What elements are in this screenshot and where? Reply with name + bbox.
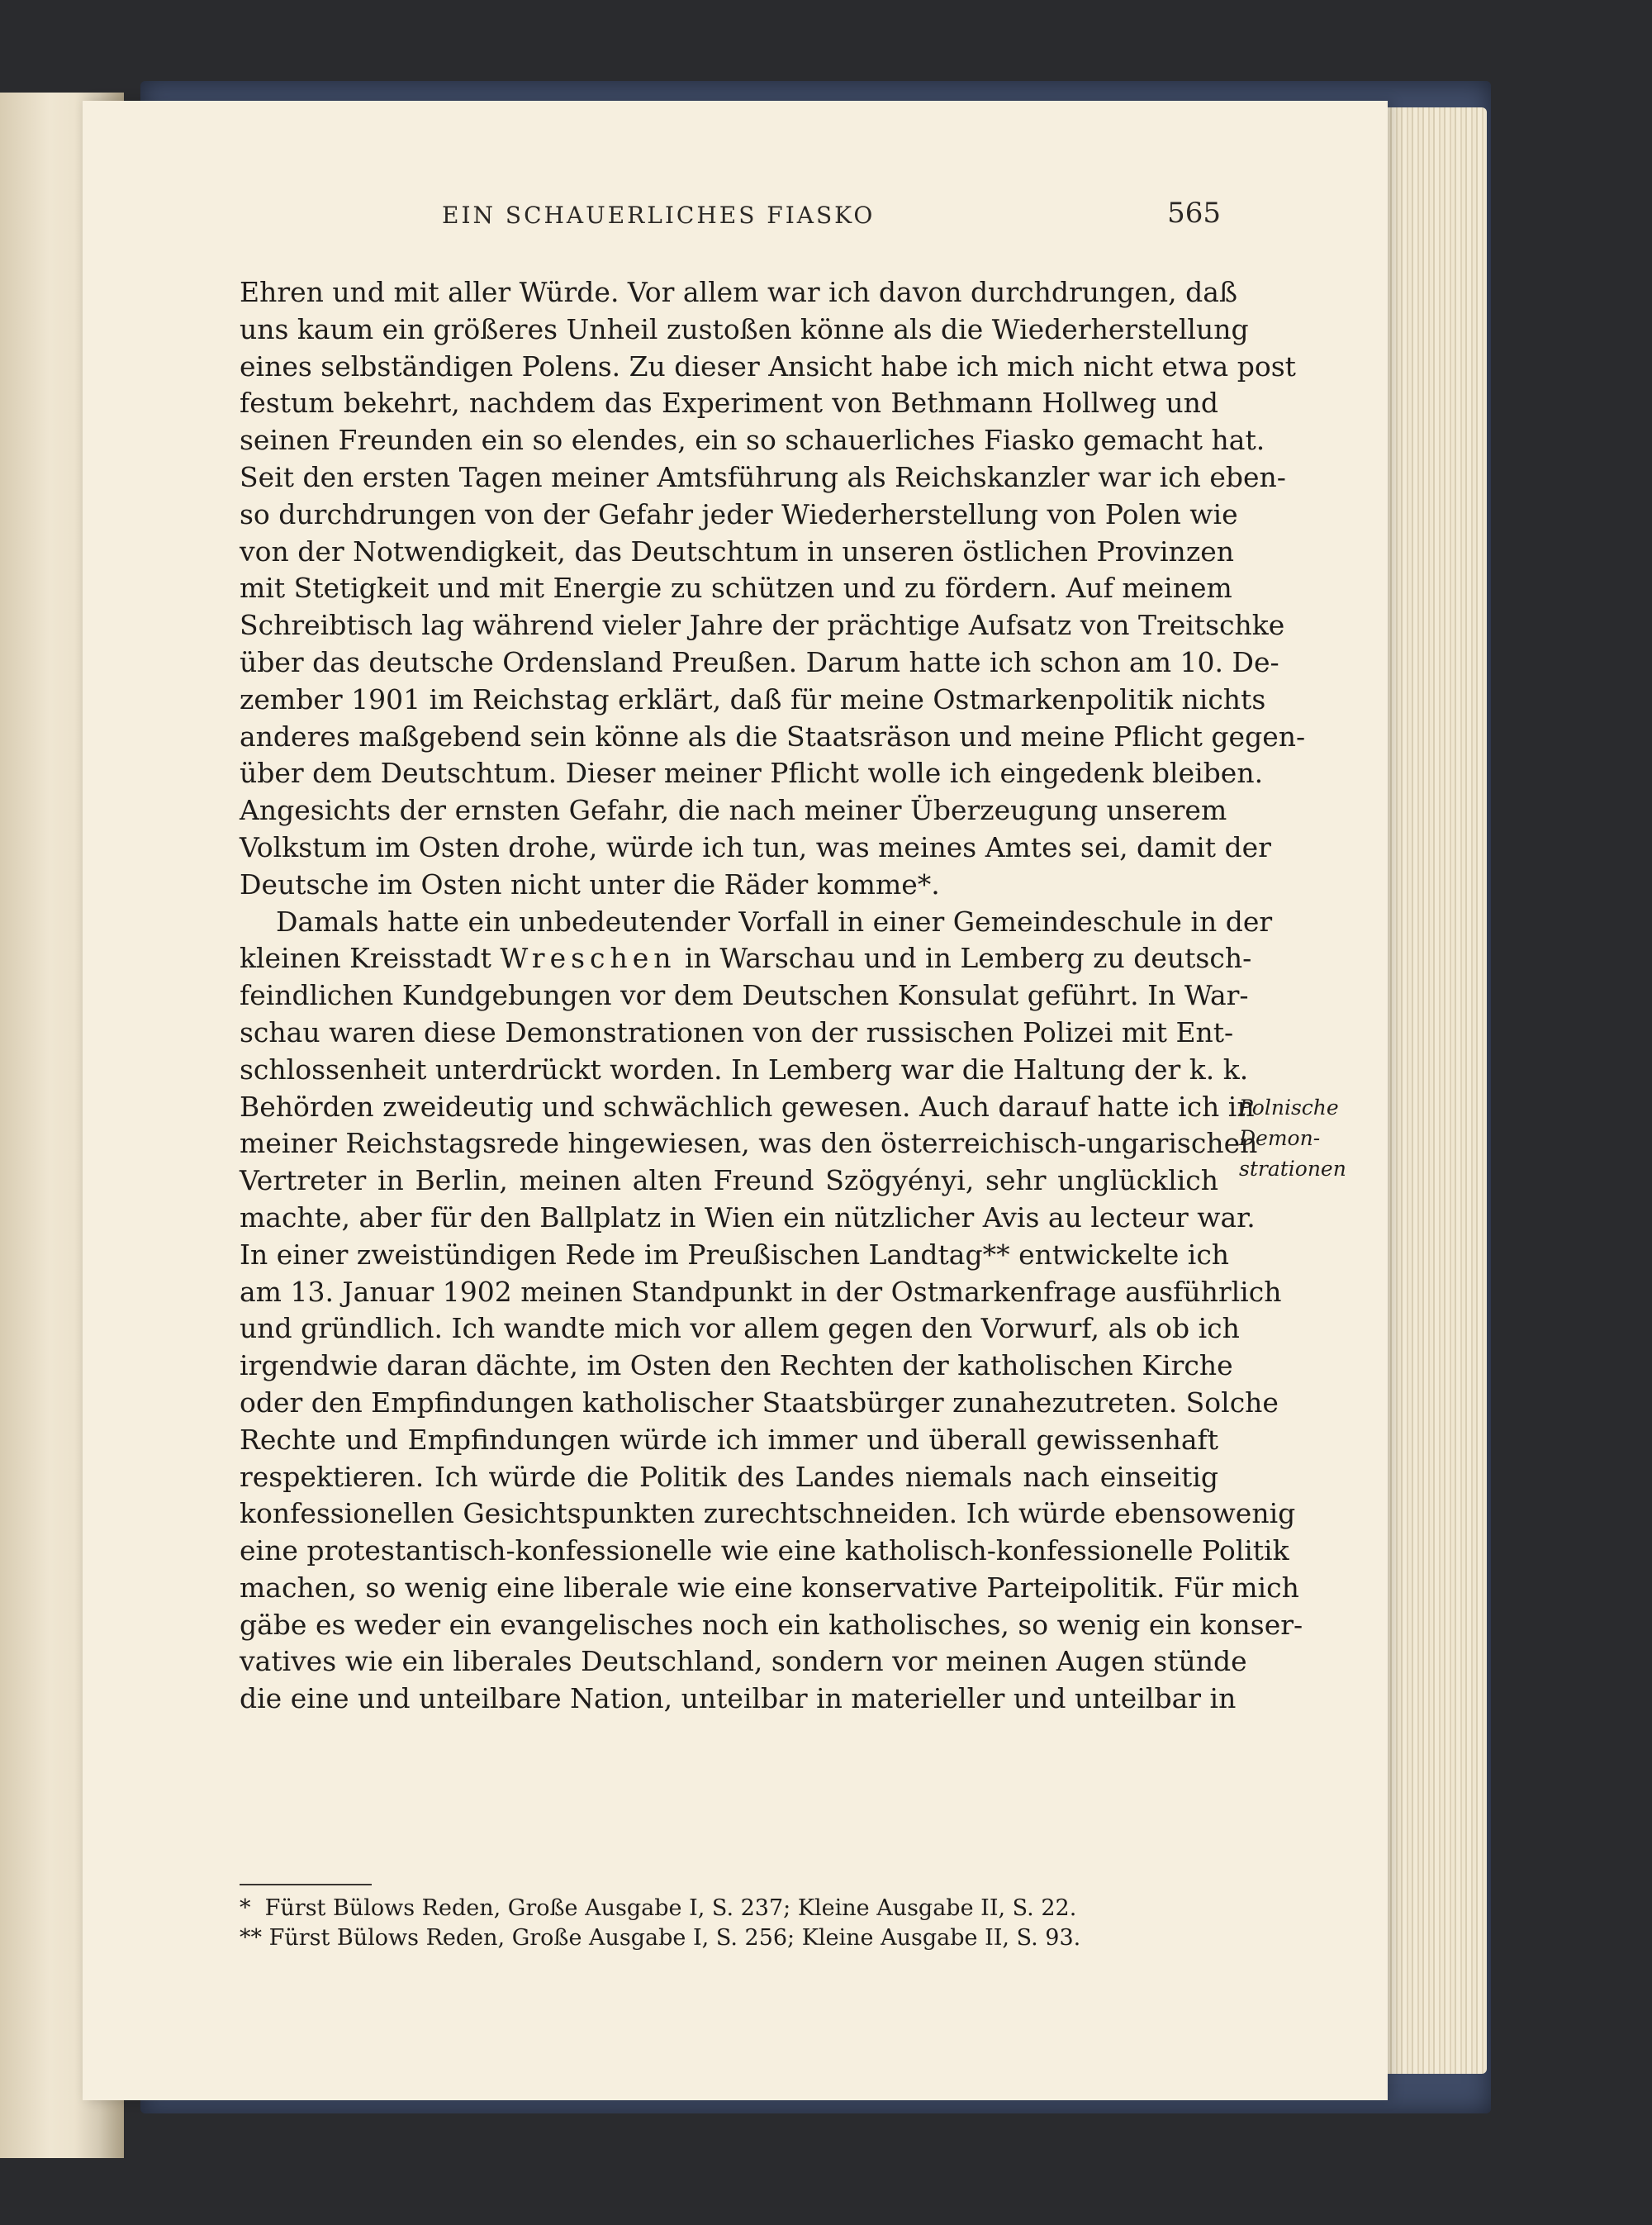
text-fragment: kleinen Kreisstadt xyxy=(240,942,501,975)
text-line: Seit den ersten Tagen meiner Amtsführung als Reichskanzler war ich eben- xyxy=(240,460,1286,493)
text-line: Volkstum im Osten drohe, würde ich tun, was meines Amtes sei, damit der xyxy=(240,830,1271,863)
text-line: feindlichen Kundgebungen vor dem Deutschen Konsulat geführt. In War- xyxy=(240,979,1249,1012)
text-line: Angesichts der ernsten Gefahr, die nach meiner Überzeugung unserem xyxy=(240,794,1227,827)
text-line: konfessionellen Gesichtspunkten zurechtschneiden. Ich würde ebensowenig xyxy=(240,1497,1296,1530)
text-line: gäbe es weder ein evangelisches noch ein katholisches, so wenig ein konser- xyxy=(240,1608,1303,1641)
text-line: uns kaum ein größeres Unheil zustoßen könne als die Wiederherstellung xyxy=(240,312,1249,345)
marginal-note-line: strationen xyxy=(1239,1157,1346,1181)
text-line: zember 1901 im Reichstag erklärt, daß für meine Ostmarkenpolitik nichts xyxy=(240,682,1266,716)
page-number: 565 xyxy=(1167,197,1221,230)
text-line: festum bekehrt, nachdem das Experiment von Bethmann Hollweg und xyxy=(240,387,1218,420)
text-line: die eine und unteilbare Nation, unteilbar in materieller und unteilbar in xyxy=(240,1682,1237,1715)
text-line: In einer zweistündigen Rede im Preußischen Landtag** entwickelte ich xyxy=(240,1238,1230,1271)
text-line: vatives wie ein liberales Deutschland, sondern vor meinen Augen stünde xyxy=(240,1645,1247,1678)
text-line: von der Notwendigkeit, das Deutschtum in unseren östlichen Provinzen xyxy=(240,535,1234,568)
spaced-name: Wreschen xyxy=(500,942,676,975)
text-line: machte, aber für den Ballplatz in Wien ein nützlicher Avis au lecteur war. xyxy=(240,1200,1256,1234)
text-line: am 13. Januar 1902 meinen Standpunkt in der Ostmarkenfrage ausführlich xyxy=(240,1275,1282,1308)
text-line: so durchdrungen von der Gefahr jeder Wiederherstellung von Polen wie xyxy=(240,497,1238,530)
text-line: eine protestantisch-konfessionelle wie eine katholisch-konfessionelle Politik xyxy=(240,1534,1289,1567)
text-line: eines selbständigen Polens. Zu dieser Ansicht habe ich mich nicht etwa post xyxy=(240,349,1296,383)
text-line: mit Stetigkeit und mit Energie zu schützen und zu fördern. Auf meinem xyxy=(240,572,1232,605)
footnotes xyxy=(240,1894,1218,1953)
text-line: Damals hatte ein unbedeutender Vorfall in einer Gemeindeschule in der xyxy=(276,905,1273,938)
running-head: EIN SCHAUERLICHES FIASKO xyxy=(442,202,876,229)
text-line: schlossenheit unterdrückt worden. In Lemberg war die Haltung der k. k. xyxy=(240,1053,1249,1086)
text-line: Vertreter in Berlin, meinen alten Freund Szögyényi, sehr unglücklich xyxy=(240,1164,1218,1197)
book-page xyxy=(83,101,1388,2100)
marginal-note-line: Polnische xyxy=(1239,1096,1339,1120)
marginal-note-line: Demon- xyxy=(1239,1126,1321,1150)
footnote: * Fürst Bülows Reden, Große Ausgabe I, S. 237; Kleine Ausgabe II, S. 22. xyxy=(240,1895,1077,1921)
text-line: irgendwie daran dächte, im Osten den Rechten der katholischen Kirche xyxy=(240,1349,1233,1382)
text-line xyxy=(240,940,1252,977)
text-line: über das deutsche Ordensland Preußen. Darum hatte ich schon am 10. De- xyxy=(240,645,1279,678)
marginal-note xyxy=(1239,1092,1355,1184)
text-line: seinen Freunden ein so elendes, ein so schauerliches Fiasko gemacht hat. xyxy=(240,424,1265,457)
text-line: Ehren und mit aller Würde. Vor allem war ich davon durchdrungen, daß xyxy=(240,276,1237,308)
footnote-rule xyxy=(240,1884,372,1885)
text-line: meiner Reichstagsrede hingewiesen, was den österreichisch-ungarischen xyxy=(240,1127,1258,1160)
text-line: oder den Empfindungen katholischer Staatsbürger zunahezutreten. Solche xyxy=(240,1386,1279,1419)
text-line: Rechte und Empfindungen würde ich immer und überall gewissenhaft xyxy=(240,1423,1218,1456)
text-line: schau waren diese Demonstrationen von der russischen Polizei mit Ent- xyxy=(240,1015,1234,1048)
text-line: und gründlich. Ich wandte mich vor allem gegen den Vorwurf, als ob ich xyxy=(240,1312,1240,1345)
text-line: machen, so wenig eine liberale wie eine konservative Parteipolitik. Für mich xyxy=(240,1571,1299,1604)
text-fragment: in Warschau und in Lemberg zu deutsch- xyxy=(676,942,1252,975)
text-line: respektieren. Ich würde die Politik des Landes niemals nach einseitig xyxy=(240,1460,1218,1493)
text-line: anderes maßgebend sein könne als die Staatsräson und meine Pflicht gegen- xyxy=(240,720,1306,753)
text-line: Deutsche im Osten nicht unter die Räder komme*. xyxy=(240,868,940,901)
text-line: über dem Deutschtum. Dieser meiner Pflicht wolle ich eingedenk bleiben. xyxy=(240,757,1264,790)
footnote: ** Fürst Bülows Reden, Große Ausgabe I, S. 256; Kleine Ausgabe II, S. 93. xyxy=(240,1925,1081,1951)
text-line: Behörden zweideutig und schwächlich gewesen. Auch darauf hatte ich in xyxy=(240,1090,1255,1123)
text-line: Schreibtisch lag während vieler Jahre der prächtige Aufsatz von Treitschke xyxy=(240,609,1285,642)
